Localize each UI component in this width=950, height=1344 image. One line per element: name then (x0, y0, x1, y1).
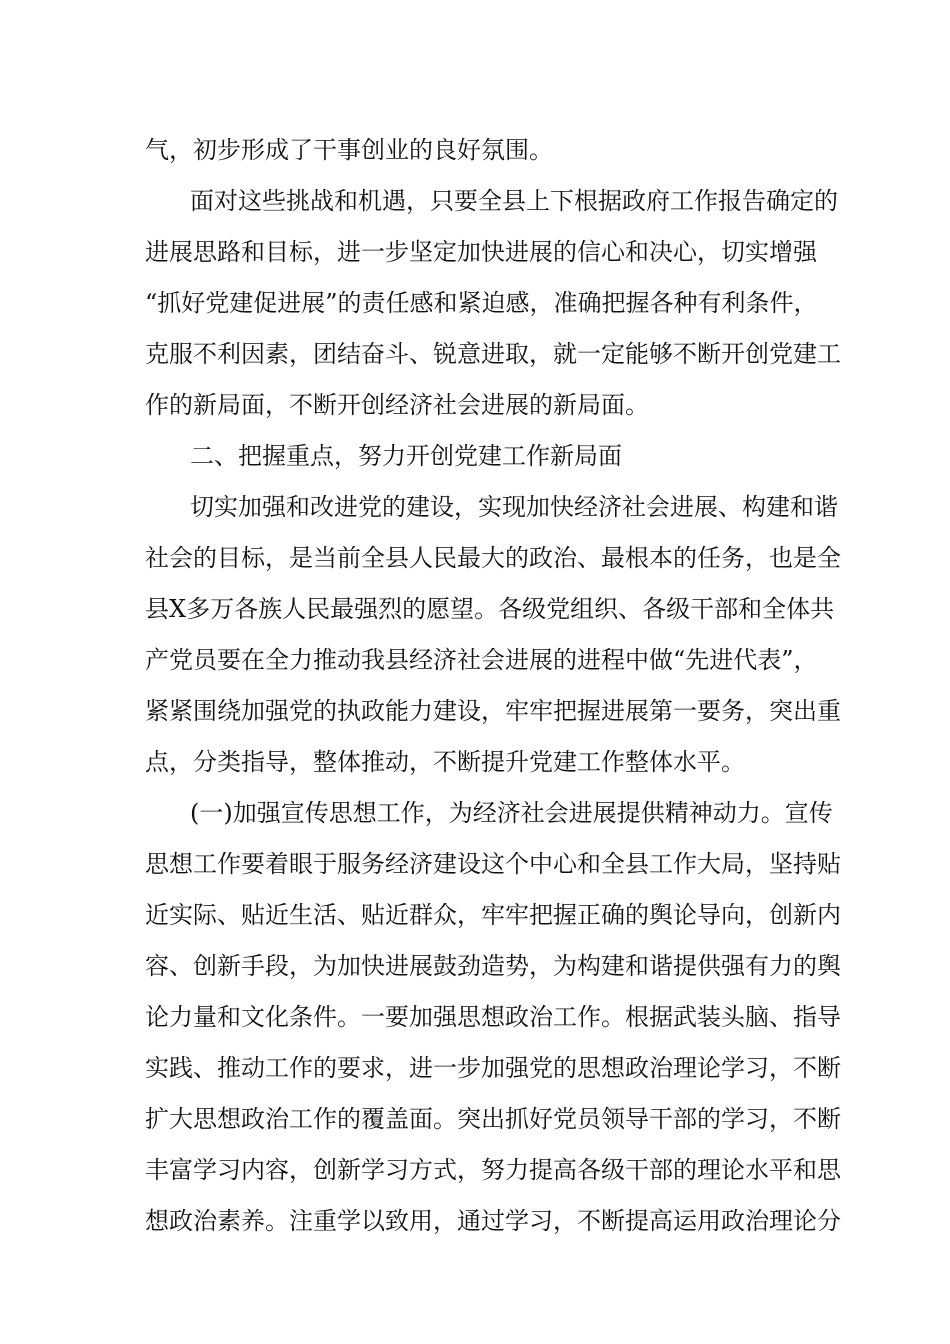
text-line: 紧紧围绕加强党的执政能力建设，牢牢把握进展第一要务，突出重 (145, 697, 841, 725)
text-line: 思想工作要着眼于服务经济建设这个中心和全县工作大局，坚持贴 (145, 850, 841, 878)
text-line: 进展思路和目标，进一步坚定加快进展的信心和决心，切实增强 (145, 238, 817, 266)
text-line: 丰富学习内容，创新学习方式，努力提高各级干部的理论水平和思 (145, 1156, 841, 1184)
paragraph-first-line: 切实加强和改进党的建设，实现加快经济社会进展、构建和谐 (190, 493, 838, 521)
text-line: “抓好党建促进展”的责任感和紧迫感，准确把握各种有利条件， (145, 289, 818, 317)
section-heading: 二、把握重点，努力开创党建工作新局面 (190, 442, 622, 470)
text-line: 作的新局面，不断开创经济社会进展的新局面。 (145, 391, 649, 419)
text-line: 论力量和文化条件。一要加强思想政治工作。根据武装头脑、指导 (145, 1003, 841, 1031)
text-line: 扩大思想政治工作的覆盖面。突出抓好党员领导干部的学习，不断 (145, 1105, 841, 1133)
text-line: 想政治素养。注重学以致用，通过学习，不断提高运用政治理论分 (145, 1207, 841, 1235)
text-line: 气，初步形成了干事创业的良好氛围。 (145, 136, 553, 164)
text-line: 克服不利因素，团结奋斗、锐意进取，就一定能够不断开创党建工 (145, 340, 841, 368)
paragraph-first-line: (一)加强宣传思想工作，为经济社会进展提供精神动力。宣传 (190, 799, 833, 827)
text-line: 点，分类指导，整体推动，不断提升党建工作整体水平。 (145, 748, 745, 776)
text-line: 近实际、贴近生活、贴近群众，牢牢把握正确的舆论导向，创新内 (145, 901, 841, 929)
paragraph-first-line: 面对这些挑战和机遇，只要全县上下根据政府工作报告确定的 (190, 187, 838, 215)
text-line: 社会的目标，是当前全县人民最大的政治、最根本的任务，也是全 (145, 544, 841, 572)
text-line: 容、创新手段，为加快进展鼓劲造势，为构建和谐提供强有力的舆 (145, 952, 841, 980)
text-line: 县X多万各族人民最强烈的愿望。各级党组织、各级干部和全体共 (145, 595, 835, 623)
text-line: 实践、推动工作的要求，进一步加强党的思想政治理论学习，不断 (145, 1054, 841, 1082)
text-line: 产党员要在全力推动我县经济社会进展的进程中做“先进代表”， (145, 646, 818, 674)
